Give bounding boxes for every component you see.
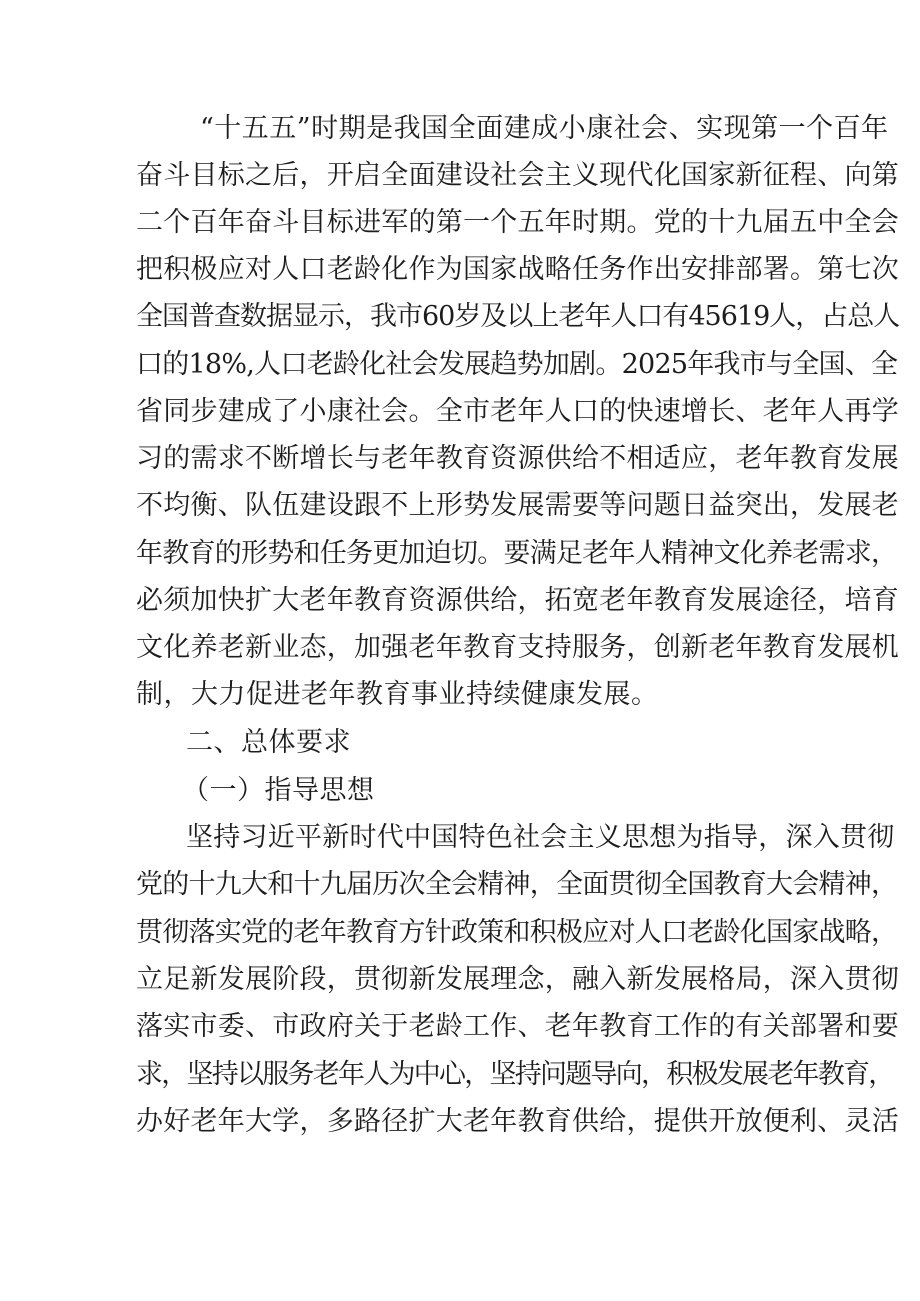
subsection-heading: （一）指导思想 xyxy=(182,775,375,806)
intro-paragraph-line: 年教育的形势和任务更加迫切。要满足老年人精神文化养老需求， xyxy=(136,538,898,569)
intro-paragraph-line: 省同步建成了小康社会。全市老年人口的快速增长、老年人再学 xyxy=(136,396,899,427)
intro-paragraph-line: 习的需求不断增长与老年教育资源供给不相适应，老年教育发展 xyxy=(136,443,899,474)
intro-paragraph-line: 全国普查数据显示，我市60岁及以上老年人口有45619人，占总人 xyxy=(136,301,900,332)
guiding-paragraph-line: 党的十九大和十九届历次全会精神，全面贯彻全国教育大会精神， xyxy=(136,869,898,900)
intro-paragraph-line: 口的18%,人口老龄化社会发展趋势加剧。2025年我市与全国、全 xyxy=(136,349,898,380)
guiding-paragraph-line: 办好老年大学，多路径扩大老年教育供给，提供开放便利、灵活 xyxy=(136,1106,899,1137)
intro-paragraph-line: “十五五”时期是我国全面建成小康社会、实现第一个百年 xyxy=(200,113,889,144)
guiding-paragraph-line: 求，坚持以服务老年人为中心，坚持问题导向，积极发展老年教育， xyxy=(136,1059,894,1090)
intro-paragraph-line: 文化养老新业态，加强老年教育支持服务，创新老年教育发展机 xyxy=(136,632,899,663)
intro-paragraph-line: 二个百年奋斗目标进军的第一个五年时期。党的十九届五中全会 xyxy=(136,207,899,238)
guiding-paragraph-line: 立足新发展阶段，贯彻新发展理念，融入新发展格局，深入贯彻 xyxy=(136,964,899,995)
guiding-paragraph-line: 落实市委、市政府关于老龄工作、老年教育工作的有关部署和要 xyxy=(136,1011,899,1042)
intro-paragraph-line: 不均衡、队伍建设跟不上形势发展需要等问题日益突出，发展老 xyxy=(136,490,899,521)
intro-paragraph-line: 制，大力促进老年教育事业持续健康发展。 xyxy=(136,679,659,710)
section-heading: 二、总体要求 xyxy=(186,727,351,758)
guiding-paragraph-line: 贯彻落实党的老年教育方针政策和积极应对人口老龄化国家战略， xyxy=(136,917,898,948)
intro-paragraph-line: 把积极应对人口老龄化作为国家战略任务作出安排部署。第七次 xyxy=(136,254,899,285)
guiding-paragraph-line: 坚持习近平新时代中国特色社会主义思想为指导，深入贯彻 xyxy=(186,822,895,853)
intro-paragraph-line: 必须加快扩大老年教育资源供给，拓宽老年教育发展途径，培育 xyxy=(136,585,899,616)
intro-paragraph-line: 奋斗目标之后，开启全面建设社会主义现代化国家新征程、向第 xyxy=(136,160,899,191)
